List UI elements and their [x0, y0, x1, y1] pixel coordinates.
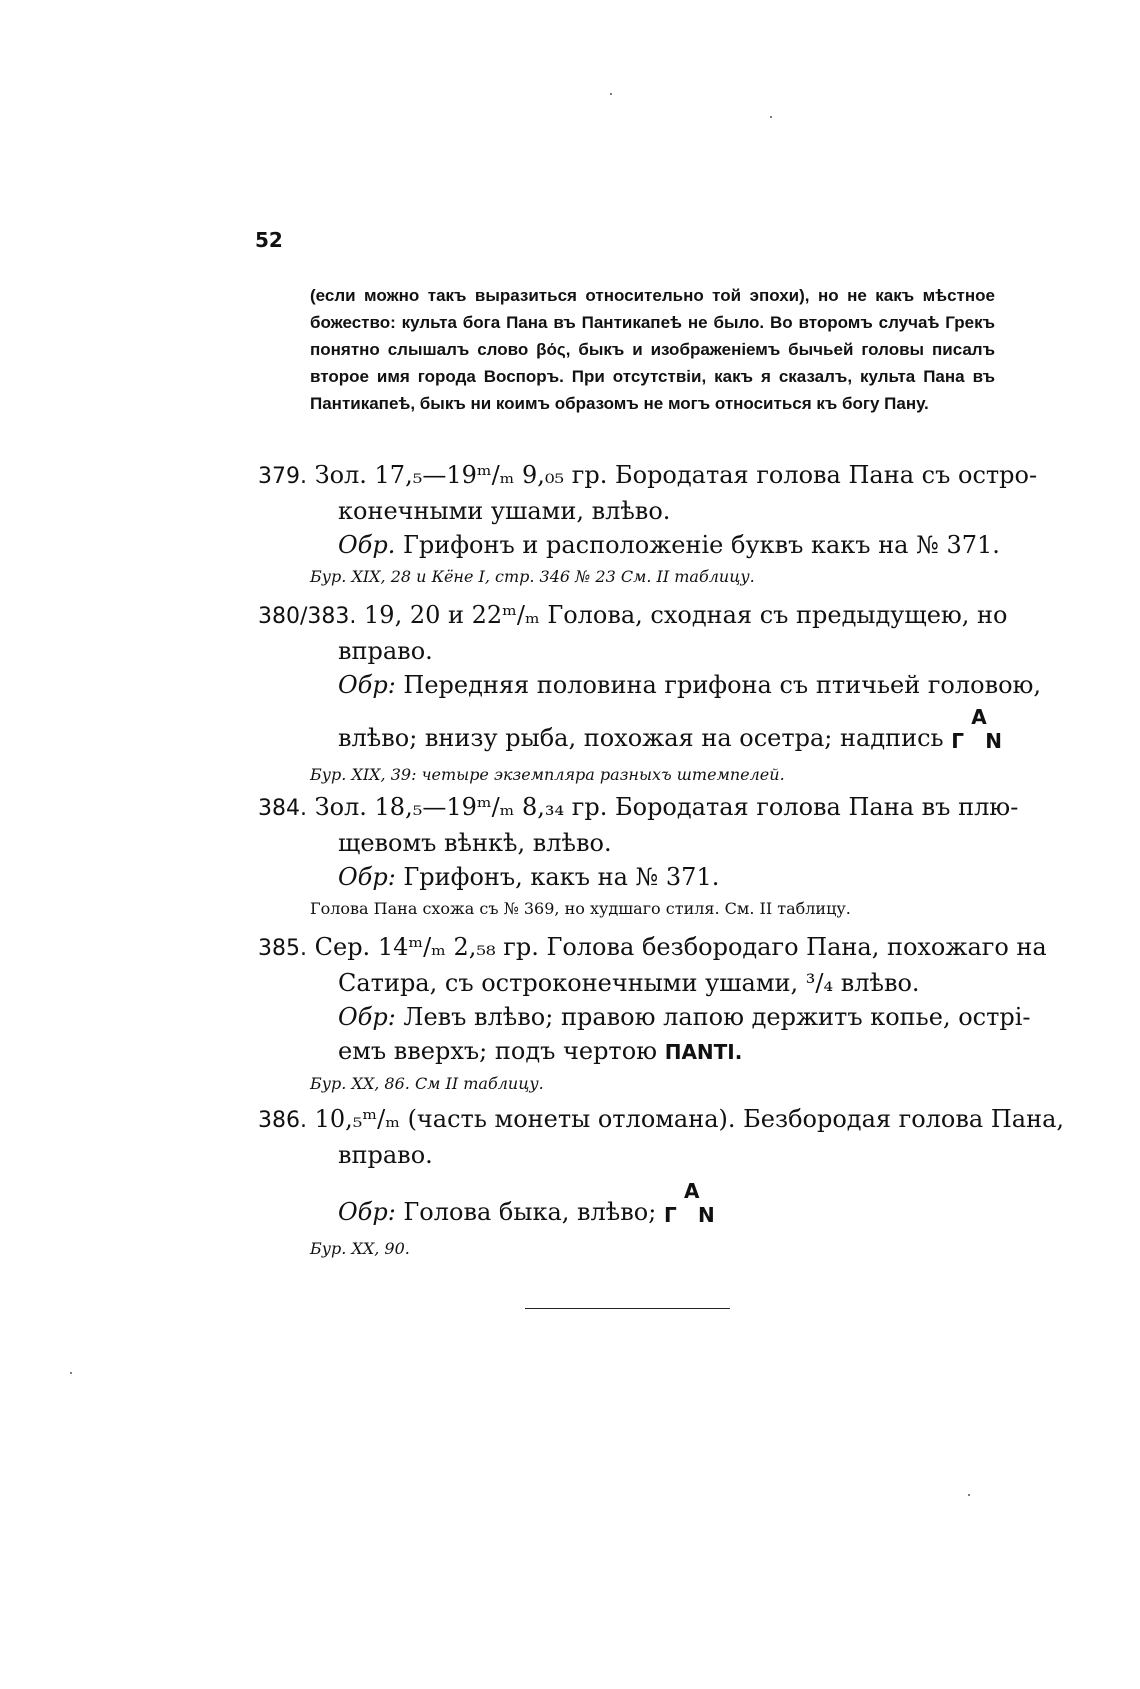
- entry-reverse: [258, 1000, 1031, 1034]
- entry-description: 19, 20 и 22ᵐ/ₘ Голова, сходная съ предыдущею, но: [364, 601, 1008, 629]
- entry-line-1: [258, 458, 1038, 494]
- closing-rule: [525, 1308, 730, 1309]
- reference-text: Бур. XIX, 39: четыре экземпляра разныхъ штемпелей.: [310, 765, 785, 784]
- reference-text: Бур. XIX, 28 и Кёне I, стр. 346 № 23 См. II таблицу.: [310, 567, 755, 586]
- catalog-entry-380-383: [258, 598, 1042, 788]
- entry-reference: [258, 1071, 998, 1097]
- reverse-label: Обр.: [338, 531, 396, 559]
- entry-reverse-line-2: [258, 1034, 998, 1069]
- reverse-label: Обр:: [338, 1198, 396, 1226]
- inscription-right: N: [985, 729, 1002, 753]
- entry-number: 384.: [258, 796, 307, 821]
- reverse-label: Обр:: [338, 863, 396, 891]
- entry-line-2: конечными ушами, влѣво.: [338, 497, 671, 525]
- inscription-left: Г: [663, 1203, 677, 1227]
- entry-number: 385.: [258, 936, 307, 961]
- reverse-text-2: влѣво; внизу рыба, похожая на осетра; надпись: [338, 724, 944, 752]
- entry-reverse: [258, 668, 1042, 702]
- inscription-left: Г: [951, 729, 964, 753]
- entry-description: Зол. 18,₅—19ᵐ/ₘ 8,₃₄ гр. Бородатая голова Пана въ плю-: [314, 793, 1019, 821]
- reference-text: Голова Пана схожа съ № 369, но худшаго стиля. См. II таблицу.: [310, 899, 851, 918]
- entry-reverse: [258, 860, 998, 894]
- entry-number: 386.: [258, 1108, 307, 1133]
- entry-line-1: [258, 598, 1008, 634]
- entry-reference: [258, 1236, 998, 1262]
- entry-line-2: вправо.: [338, 1141, 433, 1169]
- reverse-inscription: ПANTI.: [664, 1040, 743, 1064]
- entry-line-2: вправо.: [338, 637, 433, 665]
- scan-speck: [770, 116, 772, 118]
- entry-reverse-line-2: [258, 705, 1002, 760]
- reverse-text: Грифонъ и расположеніе буквъ какъ на № 371.: [395, 531, 1000, 559]
- inscription-monogram: [951, 705, 1007, 760]
- intro-paragraph: (если можно такъ выразиться относительно той эпохи), но не какъ мѣстное божество: культа бога Пана въ Пантикапеѣ не было. Во второмъ случаѣ Грекъ понятно слышалъ слово βός, быкъ и изображеніемъ бычьей головы писалъ второе имя города Воспоръ. При отсутствіи, какъ я сказалъ, культа Пана въ Пантикапеѣ, быкъ ни коимъ образомъ не могъ относиться къ богу Пану.: [310, 286, 995, 413]
- scan-speck: [610, 93, 612, 95]
- reverse-label: Обр:: [338, 671, 396, 699]
- catalog-entry-384: [258, 790, 1019, 922]
- catalog-entry-386: [258, 1102, 1065, 1262]
- inscription-top: А: [971, 705, 987, 729]
- inscription-right: N: [697, 1203, 715, 1227]
- reverse-text: Передняя половина грифона съ птичьей головою,: [395, 671, 1042, 699]
- entry-line-1: [258, 930, 1047, 966]
- entry-reference: [258, 762, 998, 788]
- entry-reverse: [258, 1179, 998, 1234]
- inscription-top: А: [683, 1179, 700, 1203]
- scan-speck: [70, 1372, 72, 1374]
- entry-line-1: [258, 790, 1019, 826]
- entry-line-1: [258, 1102, 1065, 1138]
- reverse-text: Голова быка, влѣво;: [395, 1198, 657, 1226]
- entry-line-2: Сатира, съ остроконечными ушами, ³/₄ влѣво.: [338, 969, 920, 997]
- entry-description: Зол. 17,₅—19ᵐ/ₘ 9,₀₅ гр. Бородатая голова Пана съ остро-: [314, 461, 1038, 489]
- reverse-text: Левъ влѣво; правою лапою держитъ копье, острі-: [395, 1003, 1031, 1031]
- reference-text: Бур. XX, 86. См II таблицу.: [310, 1074, 544, 1093]
- reverse-label: Обр:: [338, 1003, 396, 1031]
- entry-reference: [258, 564, 998, 590]
- page-number: 52: [255, 228, 283, 252]
- reference-text: Бур. XX, 90.: [310, 1239, 410, 1258]
- entry-reference: [258, 896, 998, 922]
- catalog-entry-385: [258, 930, 1047, 1097]
- entry-number: 379.: [258, 464, 307, 489]
- scan-speck: [968, 1494, 970, 1496]
- inscription-monogram: [663, 1179, 720, 1234]
- reverse-text-2: емъ вверхъ; подъ чертою: [338, 1037, 658, 1065]
- entry-number: 380/383.: [258, 604, 357, 629]
- entry-description: Сер. 14ᵐ/ₘ 2,₅₈ гр. Голова безбородаго Пана, похожаго на: [314, 933, 1047, 961]
- entry-description: 10,₅ᵐ/ₘ (часть монеты отломана). Безбородая голова Пана,: [314, 1105, 1065, 1133]
- entry-reverse: [258, 528, 998, 562]
- entry-line-2: щевомъ вѣнкѣ, влѣво.: [338, 829, 612, 857]
- catalog-entry-379: [258, 458, 1038, 590]
- reverse-text: Грифонъ, какъ на № 371.: [395, 863, 720, 891]
